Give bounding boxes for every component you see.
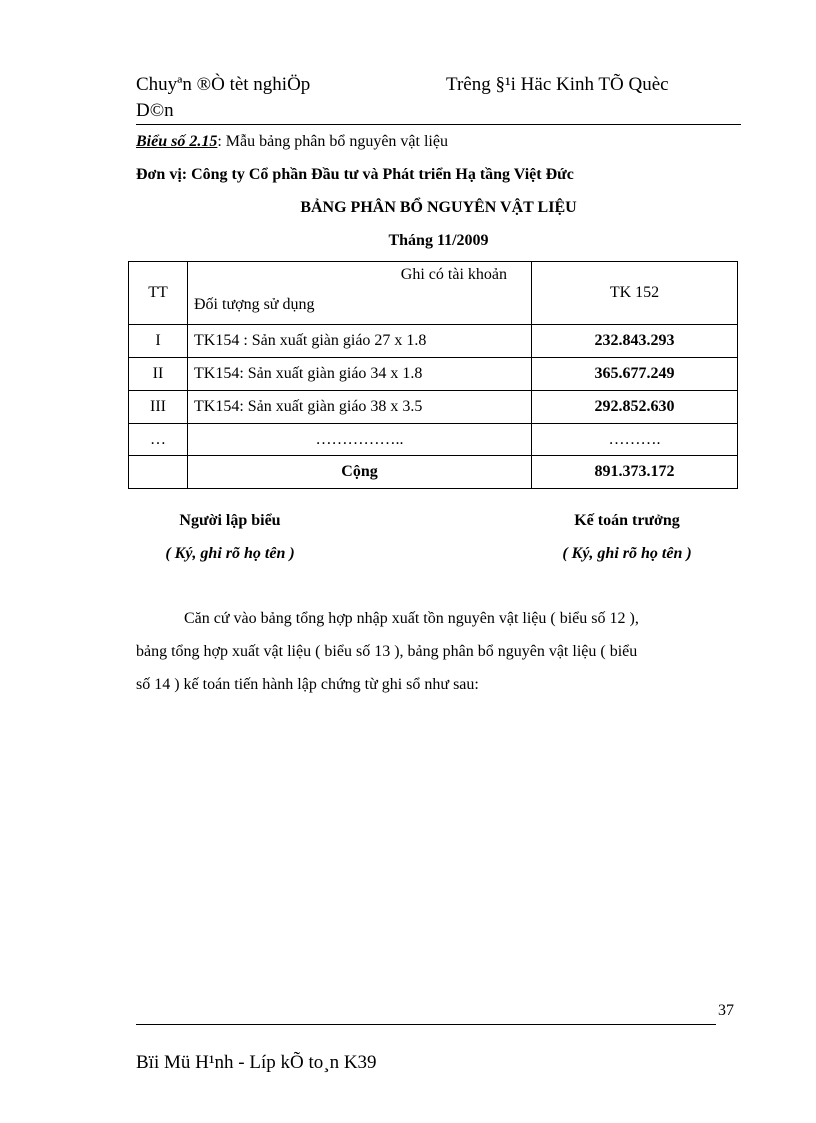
body-line-2: bảng tổng hợp xuất vật liệu ( biểu số 13 ), bảng phân bổ nguyên vật liệu ( biểu [136,643,638,660]
signature-right-title: Kế toán trưởng [574,512,680,529]
table-row [129,325,738,358]
col-user-label: Đối tượng sử dụng [194,296,315,313]
caption-text: : Mẫu bảng phân bổ nguyên vật liệu [217,133,448,150]
row-tt: I [129,325,188,358]
table-row [129,358,738,391]
row-object: TK154 : Sản xuất giàn giáo 27 x 1.8 [188,325,532,358]
signature-left-note: ( Ký, ghi rõ họ tên ) [165,545,295,562]
col-object-header [188,262,532,325]
document-period: Tháng 11/2009 [388,232,489,249]
total-label: Cộng [188,456,532,489]
row-amount: 232.843.293 [532,325,738,358]
header-left-line1: Chuyªn ®Ò tèt nghiÖp [136,74,311,95]
row-tt: II [129,358,188,391]
row-amount: 292.852.630 [532,391,738,424]
table-caption [136,133,448,151]
unit-line: Đơn vị: Công ty Cổ phần Đầu tư và Phát triển Hạ tầng Việt Đức [136,166,574,183]
total-tt-empty [129,456,188,489]
body-line-3: số 14 ) kế toán tiến hành lập chứng từ ghi sổ như sau: [136,676,479,693]
col-account-header: TK 152 [532,262,738,325]
row-object: TK154: Sản xuất giàn giáo 38 x 3.5 [188,391,532,424]
page-number: 37 [718,1002,734,1019]
footer-text: Bïi Mü H¹nh - Líp kÕ to¸n K39 [136,1052,377,1073]
document-title: BẢNG PHÂN BỔ NGUYÊN VẬT LIỆU [300,199,577,216]
row-object: TK154: Sản xuất giàn giáo 34 x 1.8 [188,358,532,391]
table-total-row [129,456,738,489]
footer-rule [136,1024,716,1025]
signature-left-title: Người lập biểu [179,512,281,529]
header-right: Trêng §¹i Häc Kinh TÕ Quèc [446,74,669,95]
row-tt: … [129,424,188,456]
allocation-table [128,261,738,489]
caption-label: Biểu số 2.15 [136,133,218,150]
row-amount: 365.677.249 [532,358,738,391]
table-row [129,391,738,424]
header-left-line2: D©n [136,100,174,121]
header-rule [136,124,741,125]
table-header-row [129,262,738,325]
row-tt: III [129,391,188,424]
total-amount: 891.373.172 [532,456,738,489]
col-credit-label: Ghi có tài khoản [400,266,507,283]
col-tt-header: TT [129,262,188,325]
row-amount: ………. [532,424,738,456]
body-line-1: Căn cứ vào bảng tổng hợp nhập xuất tồn nguyên vật liệu ( biểu số 12 ), [184,610,639,627]
signature-right-note: ( Ký, ghi rõ họ tên ) [562,545,692,562]
table-row [129,424,738,456]
row-object: …………….. [188,424,532,456]
